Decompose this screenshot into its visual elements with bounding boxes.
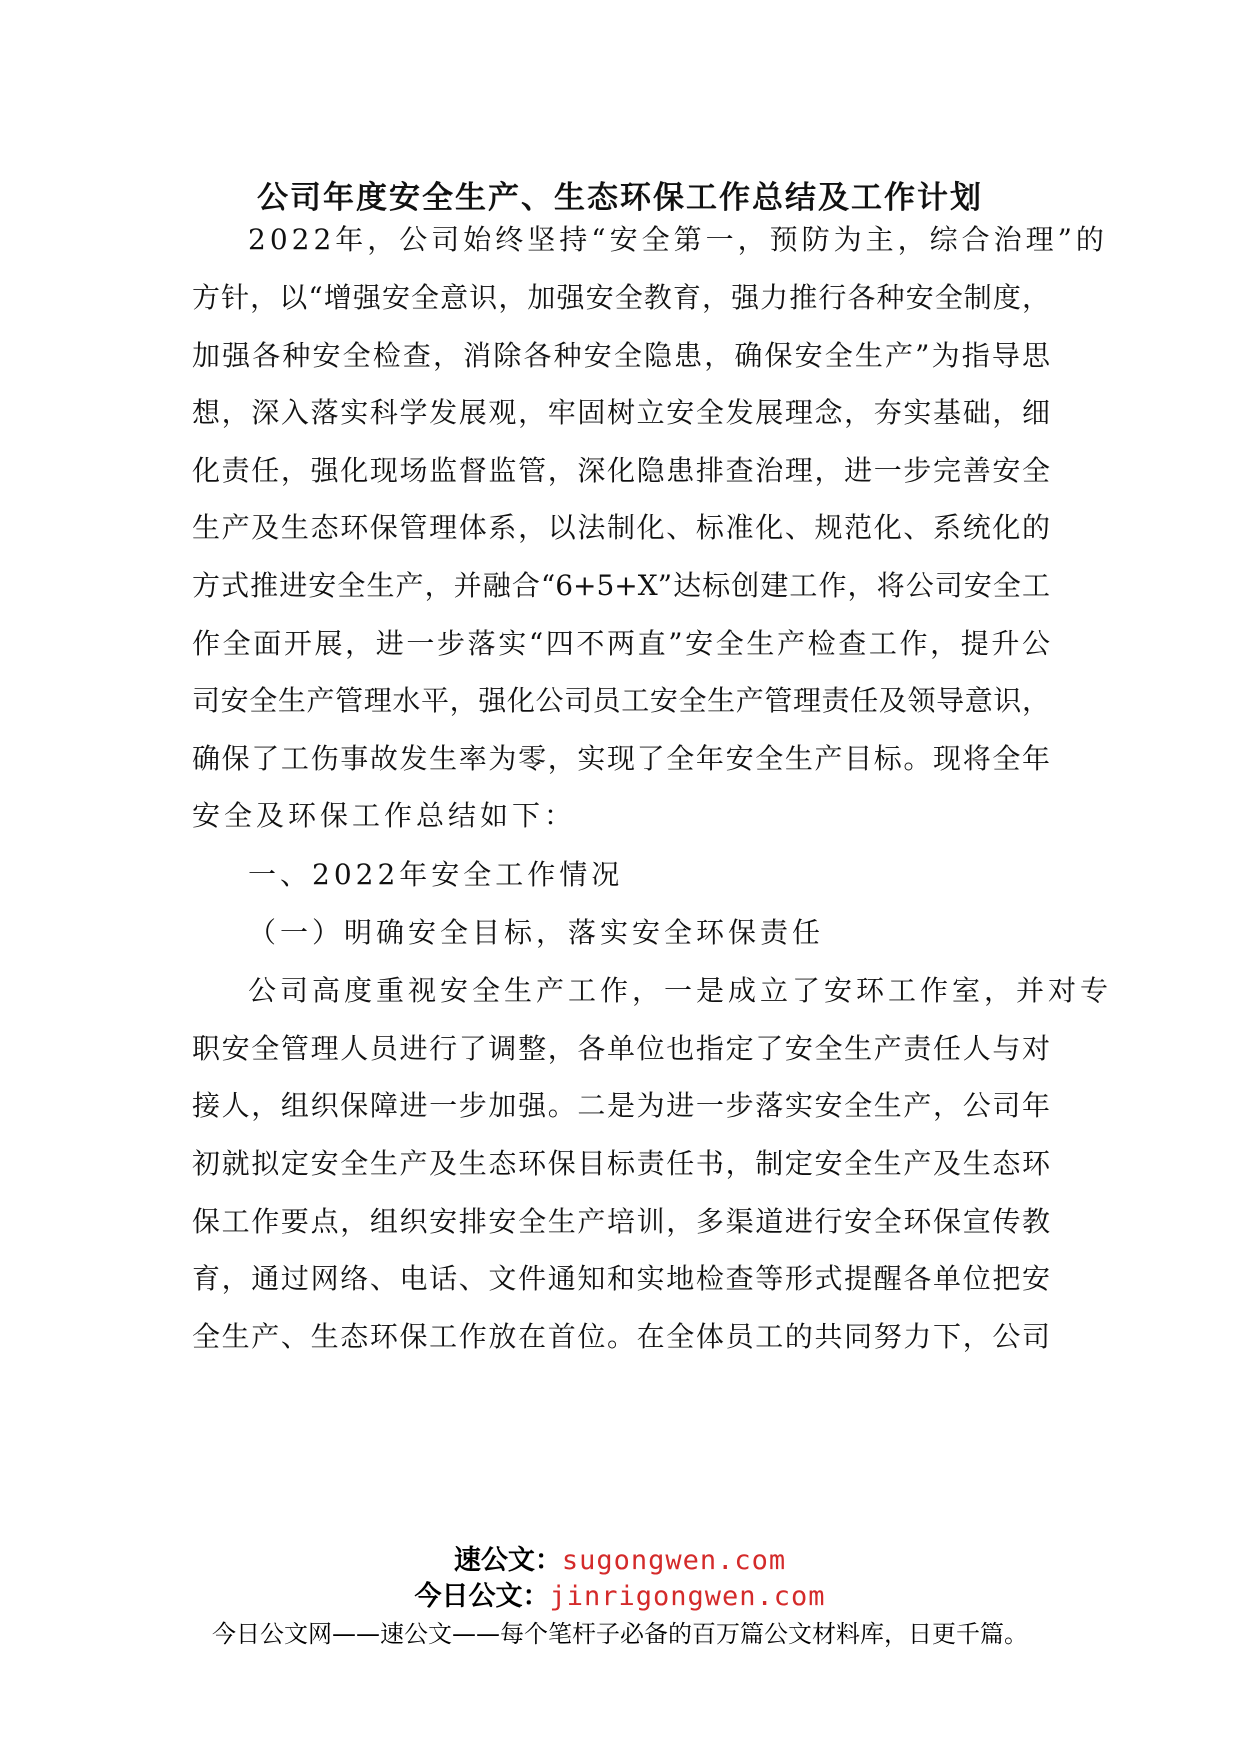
subsection-heading: （一）明确安全目标，落实安全环保责任: [248, 916, 825, 949]
document-title: 公司年度安全生产、生态环保工作总结及工作计划: [257, 180, 983, 216]
footer-site-line-2: [0, 1580, 1240, 1614]
paragraph-line: 安全及环保工作总结如下：: [192, 799, 577, 832]
footer-link-sugongwen[interactable]: sugongwen.com: [561, 1545, 787, 1576]
paragraph-line: 方式推进安全生产，并融合“6+5+X”达标创建工作，将公司安全工: [192, 569, 1050, 602]
paragraph-line: 方针，以“增强安全意识，加强安全教育，强力推行各种安全制度，: [192, 281, 1050, 314]
paragraph-line: 职安全管理人员进行了调整，各单位也指定了安全生产责任人与对: [192, 1032, 1050, 1065]
section-heading: 一、2022年安全工作情况: [248, 858, 624, 891]
footer-slogan: 今日公文网——速公文——每个笔杆子必备的百万篇公文材料库，日更千篇。: [212, 1620, 1028, 1648]
paragraph-line: 想，深入落实科学发展观，牢固树立安全发展理念，夯实基础，细: [192, 396, 1050, 429]
paragraph-line: 育，通过网络、电话、文件通知和实地检查等形式提醒各单位把安: [192, 1262, 1050, 1295]
paragraph-line: 司安全生产管理水平，强化公司员工安全生产管理责任及领导意识，: [192, 684, 1050, 717]
paragraph-line: 初就拟定安全生产及生态环保目标责任书，制定安全生产及生态环: [192, 1147, 1050, 1180]
paragraph-line: 化责任，强化现场监督监管，深化隐患排查治理，进一步完善安全: [192, 454, 1050, 487]
footer-site-line-1: [0, 1544, 1240, 1578]
paragraph-line: 生产及生态环保管理体系，以法制化、标准化、规范化、系统化的: [192, 511, 1050, 544]
paragraph-line: 保工作要点，组织安排安全生产培训，多渠道进行安全环保宣传教: [192, 1205, 1050, 1238]
footer-label-2: 今日公文：: [414, 1581, 550, 1612]
paragraph-line: 公司高度重视安全生产工作，一是成立了安环工作室，并对专: [248, 974, 1113, 1007]
paragraph-line: 2022年，公司始终坚持“安全第一，预防为主，综合治理”的: [248, 223, 1108, 256]
paragraph-line: 作全面开展，进一步落实“四不两直”安全生产检查工作，提升公: [192, 627, 1050, 660]
footer-link-jinrigongwen[interactable]: jinrigongwen.com: [549, 1581, 826, 1612]
paragraph-line: 全生产、生态环保工作放在首位。在全体员工的共同努力下，公司: [192, 1320, 1050, 1353]
paragraph-line: 加强各种安全检查，消除各种安全隐患，确保安全生产”为指导思: [192, 339, 1050, 372]
footer-label-1: 速公文：: [453, 1545, 562, 1576]
paragraph-line: 接人，组织保障进一步加强。二是为进一步落实安全生产，公司年: [192, 1089, 1050, 1122]
paragraph-line: 确保了工伤事故发生率为零，实现了全年安全生产目标。现将全年: [192, 742, 1050, 775]
